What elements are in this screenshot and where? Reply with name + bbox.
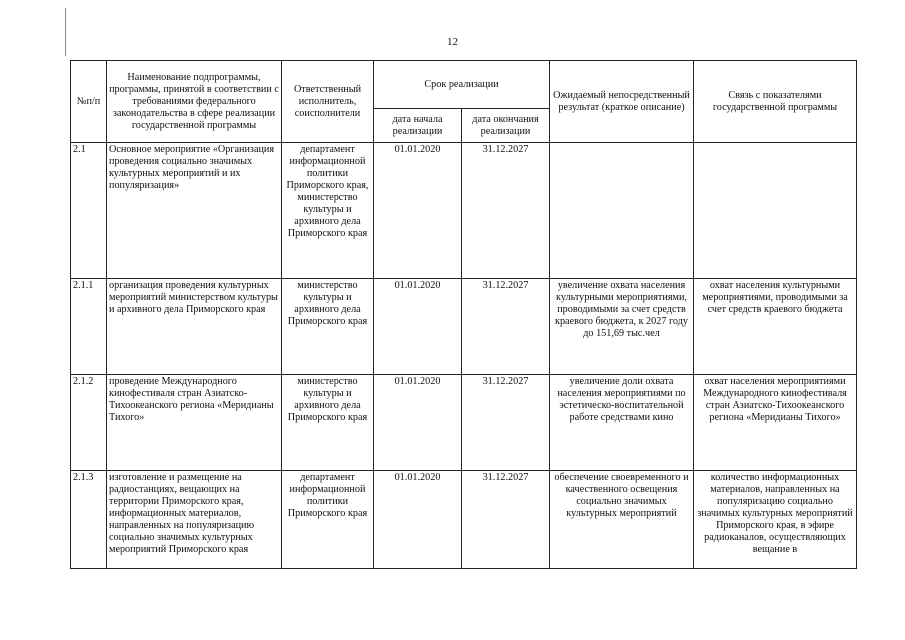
header-result: Ожидаемый непосредственный результат (краткое описание) — [550, 61, 694, 143]
row-result — [550, 143, 694, 279]
header-num: №п/п — [71, 61, 107, 143]
row-end: 31.12.2027 — [462, 471, 550, 569]
row-result: увеличение доли охвата населения мероприятиями по эстетическо-воспитательной работе средствами кино — [550, 375, 694, 471]
row-start: 01.01.2020 — [374, 143, 462, 279]
row-link: охват населения культурными мероприятиями, проводимыми за счет средств краевого бюджета — [694, 279, 857, 375]
header-name: Наименование подпрограммы, программы, принятой в соответствии с требованиями федерального законодательства в сфере реализации государственной программы — [107, 61, 282, 143]
header-end: дата окончания реализации — [462, 109, 550, 143]
header-period: Срок реализации — [374, 61, 550, 109]
margin-line — [65, 8, 66, 56]
row-end: 31.12.2027 — [462, 279, 550, 375]
row-end: 31.12.2027 — [462, 143, 550, 279]
table-row — [71, 279, 857, 375]
row-end: 31.12.2027 — [462, 375, 550, 471]
row-name: Основное мероприятие «Организация проведения социально значимых культурных мероприятий и их популяризация» — [107, 143, 282, 279]
program-table — [70, 60, 857, 569]
row-num: 2.1.1 — [71, 279, 107, 375]
row-start: 01.01.2020 — [374, 375, 462, 471]
row-name: проведение Международного кинофестиваля стран Азиатско-Тихоокеанского региона «Меридианы Тихого» — [107, 375, 282, 471]
row-link — [694, 143, 857, 279]
table-row — [71, 143, 857, 279]
header-link: Связь с показателями государственной программы — [694, 61, 857, 143]
row-result: обеспечение своевременного и качественного освещения социально значимых культурных мероприятий — [550, 471, 694, 569]
row-name: изготовление и размещение на радиостанциях, вещающих на территории Приморского края, информационных материалов, направленных на популяризацию социально значимых культурных мероприятий Приморского края — [107, 471, 282, 569]
row-responsible: министерство культуры и архивного дела Приморского края — [282, 279, 374, 375]
header-row — [71, 61, 857, 109]
header-start: дата начала реализации — [374, 109, 462, 143]
row-responsible: министерство культуры и архивного дела Приморского края — [282, 375, 374, 471]
row-start: 01.01.2020 — [374, 471, 462, 569]
row-link: охват населения мероприятиями Международного кинофестиваля стран Азиатско-Тихоокеанского региона «Меридианы Тихого» — [694, 375, 857, 471]
table-row — [71, 375, 857, 471]
row-result: увеличение охвата населения культурными мероприятиями, проводимыми за счет средств краевого бюджета, к 2027 году до 151,69 тыс.чел — [550, 279, 694, 375]
row-name: организация проведения культурных мероприятий министерством культуры и архивного дела Приморского края — [107, 279, 282, 375]
row-responsible: департамент информационной политики Приморского края, министерство культуры и архивного дела Приморского края — [282, 143, 374, 279]
row-num: 2.1 — [71, 143, 107, 279]
table-row — [71, 471, 857, 569]
row-num: 2.1.2 — [71, 375, 107, 471]
row-num: 2.1.3 — [71, 471, 107, 569]
row-start: 01.01.2020 — [374, 279, 462, 375]
row-link: количество информационных материалов, направленных на популяризацию социально значимых культурных мероприятий Приморского края, в эфире радиоканалов, осуществляющих вещание в — [694, 471, 857, 569]
page-number: 12 — [447, 36, 458, 48]
header-responsible: Ответственный исполнитель, соисполнители — [282, 61, 374, 143]
row-responsible: департамент информационной политики Приморского края — [282, 471, 374, 569]
